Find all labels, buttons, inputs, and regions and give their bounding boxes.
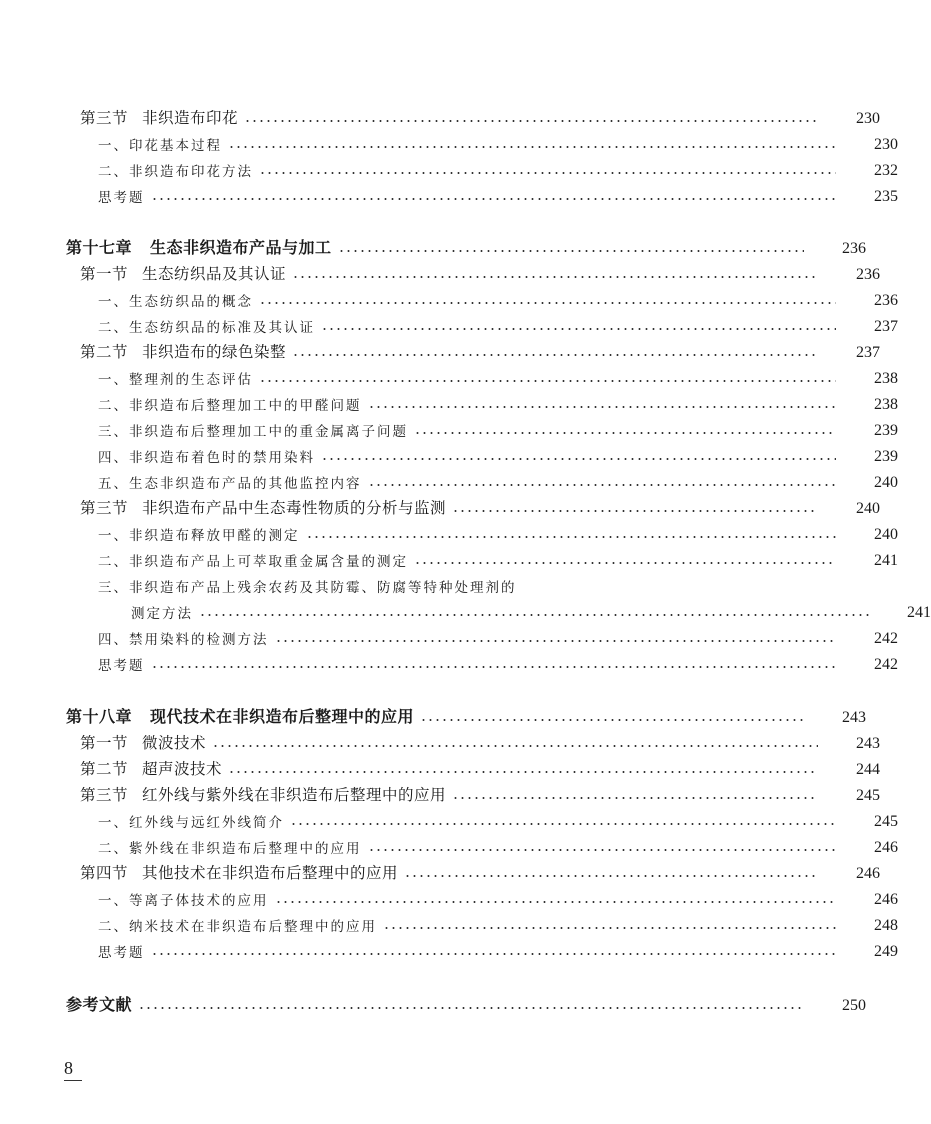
toc-entry-title: 思考题 (98, 945, 145, 961)
dot-leader (368, 849, 837, 851)
toc-chapter-entry[interactable] (0, 703, 866, 727)
dot-leader (292, 276, 818, 278)
toc-entry-number: 第十七章 (66, 238, 133, 257)
toc-page-number: 238 (874, 396, 898, 413)
toc-entry-label (80, 496, 452, 518)
dot-leader (290, 823, 836, 825)
dot-leader (321, 328, 836, 330)
toc-entry-title: 其他技术在非织造布后整理中的应用 (142, 864, 399, 882)
toc-item-entry[interactable] (0, 833, 898, 857)
toc-section-entry[interactable] (0, 859, 880, 883)
toc-item-entry[interactable] (0, 364, 898, 388)
toc-entry-label (80, 340, 292, 362)
toc-entry-title: 二、非织造布后整理加工中的甲醛问题 (98, 398, 362, 414)
toc-entry-title: 生态非织造布产品与加工 (150, 238, 332, 257)
toc-entry-title: 四、非织造布着色时的禁用染料 (98, 450, 315, 466)
toc-page-number: 246 (856, 865, 880, 882)
toc-entry-label (80, 757, 228, 779)
toc-page-number: 237 (874, 318, 898, 335)
toc-entry-label (98, 550, 414, 570)
toc-entry-title: 非织造布的绿色染整 (142, 343, 287, 361)
toc-entry-label (98, 316, 321, 336)
dot-leader (228, 146, 836, 148)
toc-entry-title: 二、生态纺织品的标准及其认证 (98, 320, 315, 336)
dot-leader (404, 875, 818, 877)
toc-entry-label (98, 394, 368, 414)
toc-entry-label (98, 472, 368, 492)
toc-entry-title: 一、整理剂的生态评估 (98, 372, 253, 388)
toc-entry-label (98, 654, 151, 674)
toc-entry-label (98, 446, 321, 466)
toc-page-number: 232 (874, 162, 898, 179)
toc-entry-title: 二、纳米技术在非织造布后整理中的应用 (98, 919, 377, 935)
toc-entry-number: 第二节 (80, 343, 129, 361)
toc-entry-title: 二、非织造布产品上可萃取重金属含量的测定 (98, 554, 408, 570)
dot-leader (259, 172, 836, 174)
dot-leader (383, 927, 836, 929)
dot-leader (275, 640, 837, 642)
dot-leader (420, 719, 804, 721)
toc-entry-number: 第四节 (80, 864, 129, 882)
toc-item-entry[interactable] (0, 650, 898, 674)
toc-entry-label (98, 889, 275, 909)
toc-entry-title: 四、禁用染料的检测方法 (98, 632, 269, 648)
toc-entry-label (80, 731, 212, 753)
toc-page-number: 250 (842, 997, 866, 1014)
toc-page-number: 244 (856, 761, 880, 778)
toc-entry-label (80, 783, 452, 805)
dot-leader (414, 562, 836, 564)
toc-entry-number: 第三节 (80, 109, 129, 127)
toc-entry-label (98, 837, 368, 857)
dot-leader (321, 458, 836, 460)
toc-page-number: 240 (874, 526, 898, 543)
toc-page-number: 236 (856, 266, 880, 283)
toc-entry-label (98, 628, 275, 648)
toc-entry-title: 一、生态纺织品的概念 (98, 294, 253, 310)
toc-entry-label (98, 941, 151, 961)
toc-page-number: 246 (874, 839, 898, 856)
toc-entry-title: 思考题 (98, 658, 145, 674)
toc-entry-label (98, 160, 259, 180)
toc-page-number: 245 (856, 787, 880, 804)
toc-section-entry[interactable] (0, 494, 880, 518)
toc-page-number: 242 (874, 656, 898, 673)
toc-entry-title: 超声波技术 (142, 760, 223, 778)
toc-page-number: 239 (874, 448, 898, 465)
toc-entry-number: 第十八章 (66, 707, 133, 726)
toc-item-entry[interactable] (0, 286, 898, 310)
toc-entry-label (80, 861, 404, 883)
toc-entry-title: 三、非织造布后整理加工中的重金属离子问题 (98, 424, 408, 440)
toc-section-entry[interactable] (0, 104, 880, 128)
toc-entry-label (98, 186, 151, 206)
toc-item-entry[interactable] (0, 312, 898, 336)
dot-leader (151, 666, 837, 668)
toc-page-number: 235 (874, 188, 898, 205)
toc-entry-label (80, 262, 292, 284)
dot-leader (259, 380, 836, 382)
toc-page-number: 236 (842, 240, 866, 257)
toc-entry-label (98, 915, 383, 935)
dot-leader (151, 953, 837, 955)
toc-entry-title: 生态纺织品及其认证 (142, 265, 287, 283)
toc-page-number: 230 (856, 110, 880, 127)
dot-leader (452, 797, 818, 799)
toc-entry-label (66, 704, 420, 727)
toc-item-entry[interactable] (0, 807, 898, 831)
toc-entry-title: 思考题 (98, 190, 145, 206)
toc-page-number: 249 (874, 943, 898, 960)
toc-section-entry[interactable] (0, 755, 880, 779)
toc-page-number: 246 (874, 891, 898, 908)
toc-page-number: 240 (874, 474, 898, 491)
toc-item-entry[interactable] (0, 572, 898, 596)
toc-section-entry[interactable] (0, 260, 880, 284)
dot-leader (275, 901, 837, 903)
toc-item-entry[interactable] (0, 416, 898, 440)
toc-entry-label (98, 576, 523, 596)
toc-page-number: 248 (874, 917, 898, 934)
page-number-underline (64, 1080, 82, 1081)
toc-page-number: 239 (874, 422, 898, 439)
toc-entry-title: 现代技术在非织造布后整理中的应用 (150, 707, 415, 726)
dot-leader (452, 510, 818, 512)
dot-leader (368, 406, 837, 408)
toc-page-number: 243 (842, 709, 866, 726)
dot-leader (199, 614, 869, 616)
dot-leader (244, 120, 818, 122)
toc-entry-number: 第三节 (80, 786, 129, 804)
toc-chapter-entry[interactable] (0, 234, 866, 258)
toc-entry-label (98, 811, 290, 831)
toc-item-entry[interactable] (0, 911, 898, 935)
toc-entry-label (131, 602, 199, 622)
toc-page-number: 236 (874, 292, 898, 309)
toc-entry-number: 第一节 (80, 265, 129, 283)
dot-leader (259, 302, 836, 304)
dot-leader (228, 771, 818, 773)
toc-entry-title: 微波技术 (142, 734, 207, 752)
toc-entry-title: 一、红外线与远红外线简介 (98, 815, 284, 831)
toc-entry-title: 测定方法 (131, 606, 193, 622)
toc-item-entry[interactable] (0, 598, 931, 622)
toc-item-entry[interactable] (0, 468, 898, 492)
toc-entry-number: 第三节 (80, 499, 129, 517)
toc-chapter-entry[interactable] (0, 991, 866, 1015)
toc-page-number: 230 (874, 136, 898, 153)
toc-entry-title: 非织造布产品中生态毒性物质的分析与监测 (142, 499, 447, 517)
dot-leader (212, 745, 818, 747)
toc-entry-title: 二、非织造布印花方法 (98, 164, 253, 180)
toc-page-number: 241 (874, 552, 898, 569)
toc-entry-label (98, 290, 259, 310)
toc-entry-title: 一、非织造布释放甲醛的测定 (98, 528, 300, 544)
dot-leader (292, 354, 818, 356)
toc-entry-title: 红外线与紫外线在非织造布后整理中的应用 (142, 786, 447, 804)
toc-section-entry[interactable] (0, 338, 880, 362)
dot-leader (368, 484, 837, 486)
toc-item-entry[interactable] (0, 546, 898, 570)
toc-entry-title: 一、印花基本过程 (98, 138, 222, 154)
dot-leader (338, 250, 804, 252)
toc-entry-label (80, 106, 244, 128)
toc-item-entry[interactable] (0, 442, 898, 466)
toc-entry-label (98, 368, 259, 388)
toc-entry-title: 二、紫外线在非织造布后整理中的应用 (98, 841, 362, 857)
toc-entry-title: 五、生态非织造布产品的其他监控内容 (98, 476, 362, 492)
toc-page-number: 242 (874, 630, 898, 647)
toc-entry-label (98, 134, 228, 154)
dot-leader (151, 198, 837, 200)
toc-item-entry[interactable] (0, 520, 898, 544)
toc-entry-label (66, 235, 338, 258)
toc-page-number: 241 (907, 604, 931, 621)
page-number: 8 (64, 1058, 73, 1078)
toc-page-number: 238 (874, 370, 898, 387)
toc-section-entry[interactable] (0, 781, 880, 805)
toc-entry-label (98, 420, 414, 440)
toc-entry-title: 一、等离子体技术的应用 (98, 893, 269, 909)
toc-item-entry[interactable] (0, 390, 898, 414)
toc-item-entry[interactable] (0, 182, 898, 206)
dot-leader (138, 1007, 804, 1009)
toc-item-entry[interactable] (0, 130, 898, 154)
toc-entry-title: 非织造布印花 (142, 109, 239, 127)
toc-entry-title: 三、非织造布产品上残余农药及其防霉、防腐等特种处理剂的 (98, 580, 517, 596)
toc-section-entry[interactable] (0, 729, 880, 753)
toc-entry-title: 参考文献 (66, 995, 133, 1014)
toc-page-number: 245 (874, 813, 898, 830)
toc-item-entry[interactable] (0, 624, 898, 648)
dot-leader (414, 432, 836, 434)
toc-page-number: 243 (856, 735, 880, 752)
toc-entry-number: 第二节 (80, 760, 129, 778)
dot-leader (306, 536, 837, 538)
toc-entry-number: 第一节 (80, 734, 129, 752)
toc-entry-label (66, 992, 138, 1015)
toc-entry-label (98, 524, 306, 544)
toc-item-entry[interactable] (0, 885, 898, 909)
toc-item-entry[interactable] (0, 937, 898, 961)
toc-page-number: 240 (856, 500, 880, 517)
toc-item-entry[interactable] (0, 156, 898, 180)
toc-page-number: 237 (856, 344, 880, 361)
